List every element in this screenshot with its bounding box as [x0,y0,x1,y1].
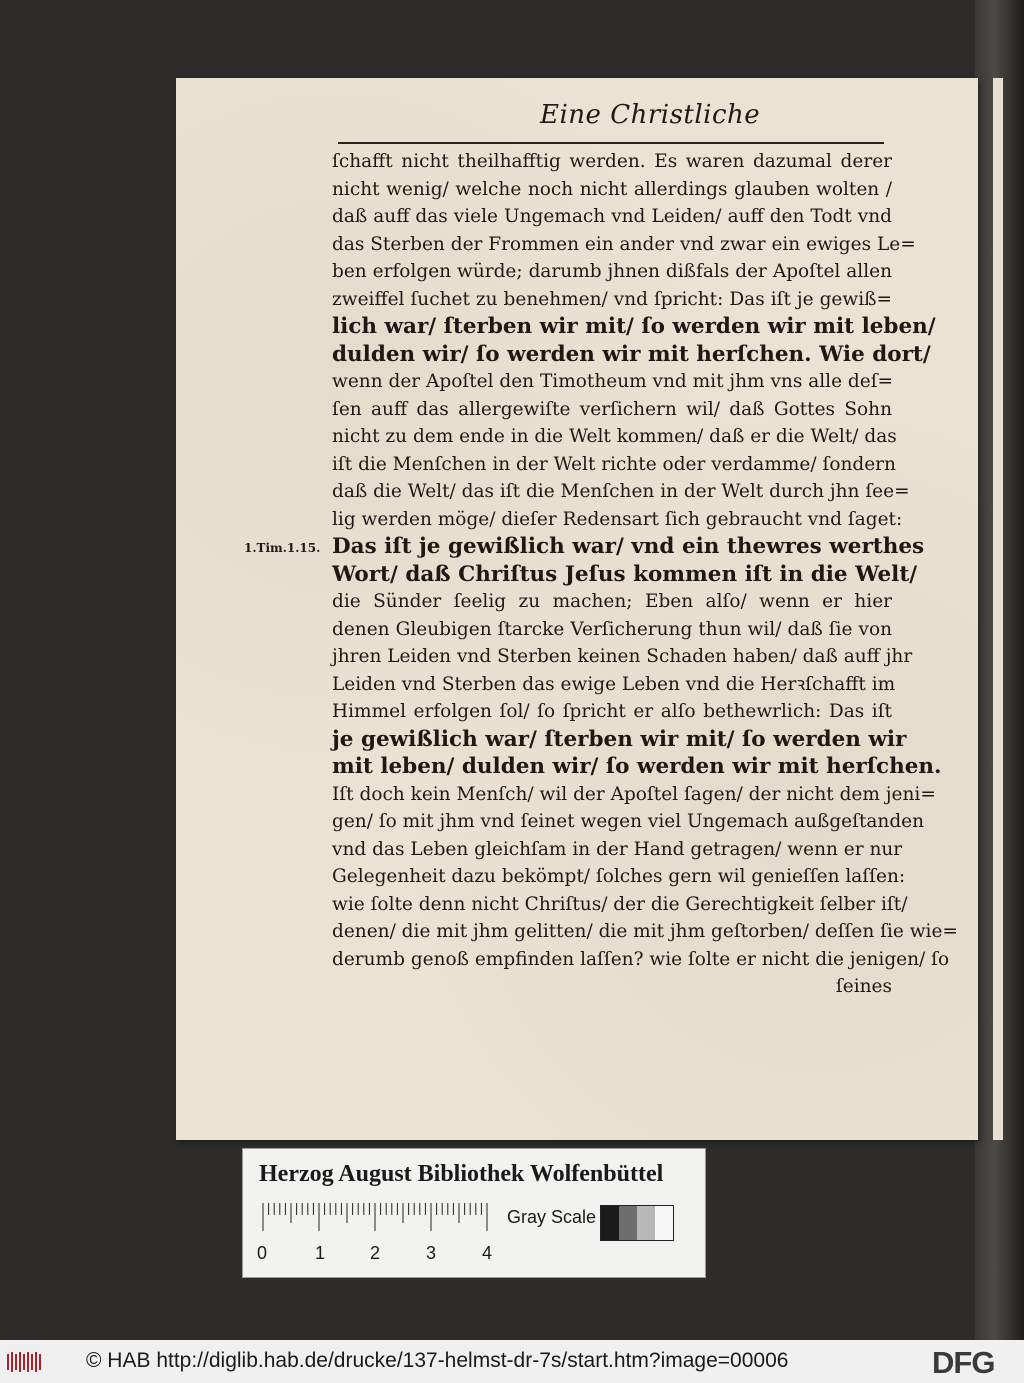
hab-logo-icon [6,1350,42,1374]
ruler-number: 3 [426,1243,437,1263]
text-line: ben erfolgen würde; darumb jhnen dißfals der Apoſtel allen [332,261,892,282]
text-line: zweiffel ſuchet zu benehmen/ vnd ſpricht: Das iſt je gewiß= [332,288,892,310]
text-line: iſt die Menſchen in der Welt richte oder verdamme/ ſondern [332,453,896,475]
gray-swatch [637,1206,655,1240]
text-line: Wort/ daß Chriſtus Jeſus kommen iſt in die Welt/ [332,561,918,587]
copyright-url[interactable]: © HAB http://diglib.hab.de/drucke/137-helmst-dr-7s/start.htm?image=00006 [86,1349,789,1372]
text-line: Das iſt je gewißlich war/ vnd ein thewres werthes [332,534,925,559]
text-line: ſchafft nicht theilhafftig werden. Es waren dazumal derer [332,151,892,172]
text-line: daß auff das viele Ungemach vnd Leiden/ auff den Todt vnd [332,206,892,227]
margin-note: 1.Tim.1.15. [244,541,321,555]
text-line: denen Gleubigen ſtarcke Verſicherung thun wil/ daß ſie von [332,618,892,640]
ruler-number: 2 [370,1243,381,1263]
text-line: daß die Welt/ das iſt die Menſchen in der Welt durch jhn ſee= [332,481,910,502]
text-line: Iſt doch kein Menſch/ wil der Apoſtel ſagen/ der nicht dem jeni= [332,783,936,805]
scale-card [242,1148,706,1278]
text-line: dulden wir/ ſo werden wir mit herſchen. Wie dort/ [332,341,931,367]
text-line: nicht zu dem ende in die Welt kommen/ daß er die Welt/ das [332,426,897,447]
gray-scale-label: Gray Scale [507,1207,597,1227]
text-line: wie ſolte denn nicht Chriſtus/ der die Gerechtigkeit ſelber iſt/ [332,893,908,915]
page-fold [993,78,1003,1140]
head-rule [338,142,884,144]
dfg-logo: DFG [932,1345,995,1380]
text-line: je gewißlich war/ ſterben wir mit/ ſo werden wir [332,726,907,752]
text-line: Gelegenheit dazu bekömpt/ ſolches gern wil genieſſen laſſen: [332,866,906,887]
running-head: Eine Christliche [540,100,761,130]
text-line: denen/ die mit jhm gelitten/ die mit jhm geſtorben/ deſſen ſie wie= [332,921,958,942]
text-line: das Sterben der Frommen ein ander vnd zwar ein ewiges Le= [332,233,916,255]
ruler-number: 1 [315,1243,326,1263]
text-line: derumb genoß empfinden laſſen? wie ſolte er nicht die jenigen/ ſo [332,948,950,970]
gray-scale-swatches [600,1205,674,1241]
gray-swatch [619,1206,637,1240]
text-line: gen/ ſo mit jhm vnd ſeinet wegen viel Ungemach außgeſtanden [332,811,925,832]
text-line: ſen auff das allergewiſte verſichern wil/ daß Gottes Sohn [332,398,892,420]
gray-swatch [601,1206,619,1240]
text-line: vnd das Leben gleichſam in der Hand getragen/ wenn er nur [332,838,903,860]
text-line: wenn der Apoſtel den Timotheum vnd mit jhm vns alle deſ= [332,371,894,392]
text-line: jhren Leiden vnd Sterben keinen Schaden haben/ daß auff jhr [332,646,913,667]
text-line: Leiden vnd Sterben das ewige Leben vnd die Herꝛſchafft im [332,673,896,695]
catchword: ſeines [835,976,892,997]
library-name: Herzog August Bibliothek Wolfenbüttel [259,1161,664,1187]
text-line: lich war/ ſterben wir mit/ ſo werden wir mit leben/ [332,314,936,339]
text-line: mit leben/ dulden wir/ ſo werden wir mit herſchen. [332,754,942,779]
text-line: lig werden möge/ dieſer Redensart ſich gebraucht vnd ſaget: [332,508,903,530]
text-line: die Sünder ſeelig zu machen; Eben alſo/ wenn er hier [332,591,892,612]
body-text [332,148,958,1001]
text-line: Himmel erfolgen ſol/ ſo ſpricht er alſo bethewrlich: Das iſt [332,701,892,722]
text-line: nicht wenig/ welche noch nicht allerdings glauben wolten / [332,178,892,200]
footer-bar [0,1340,1024,1383]
ruler [261,1203,501,1233]
gray-swatch [655,1206,673,1240]
ruler-number: 4 [482,1243,493,1263]
ruler-number: 0 [257,1243,268,1263]
